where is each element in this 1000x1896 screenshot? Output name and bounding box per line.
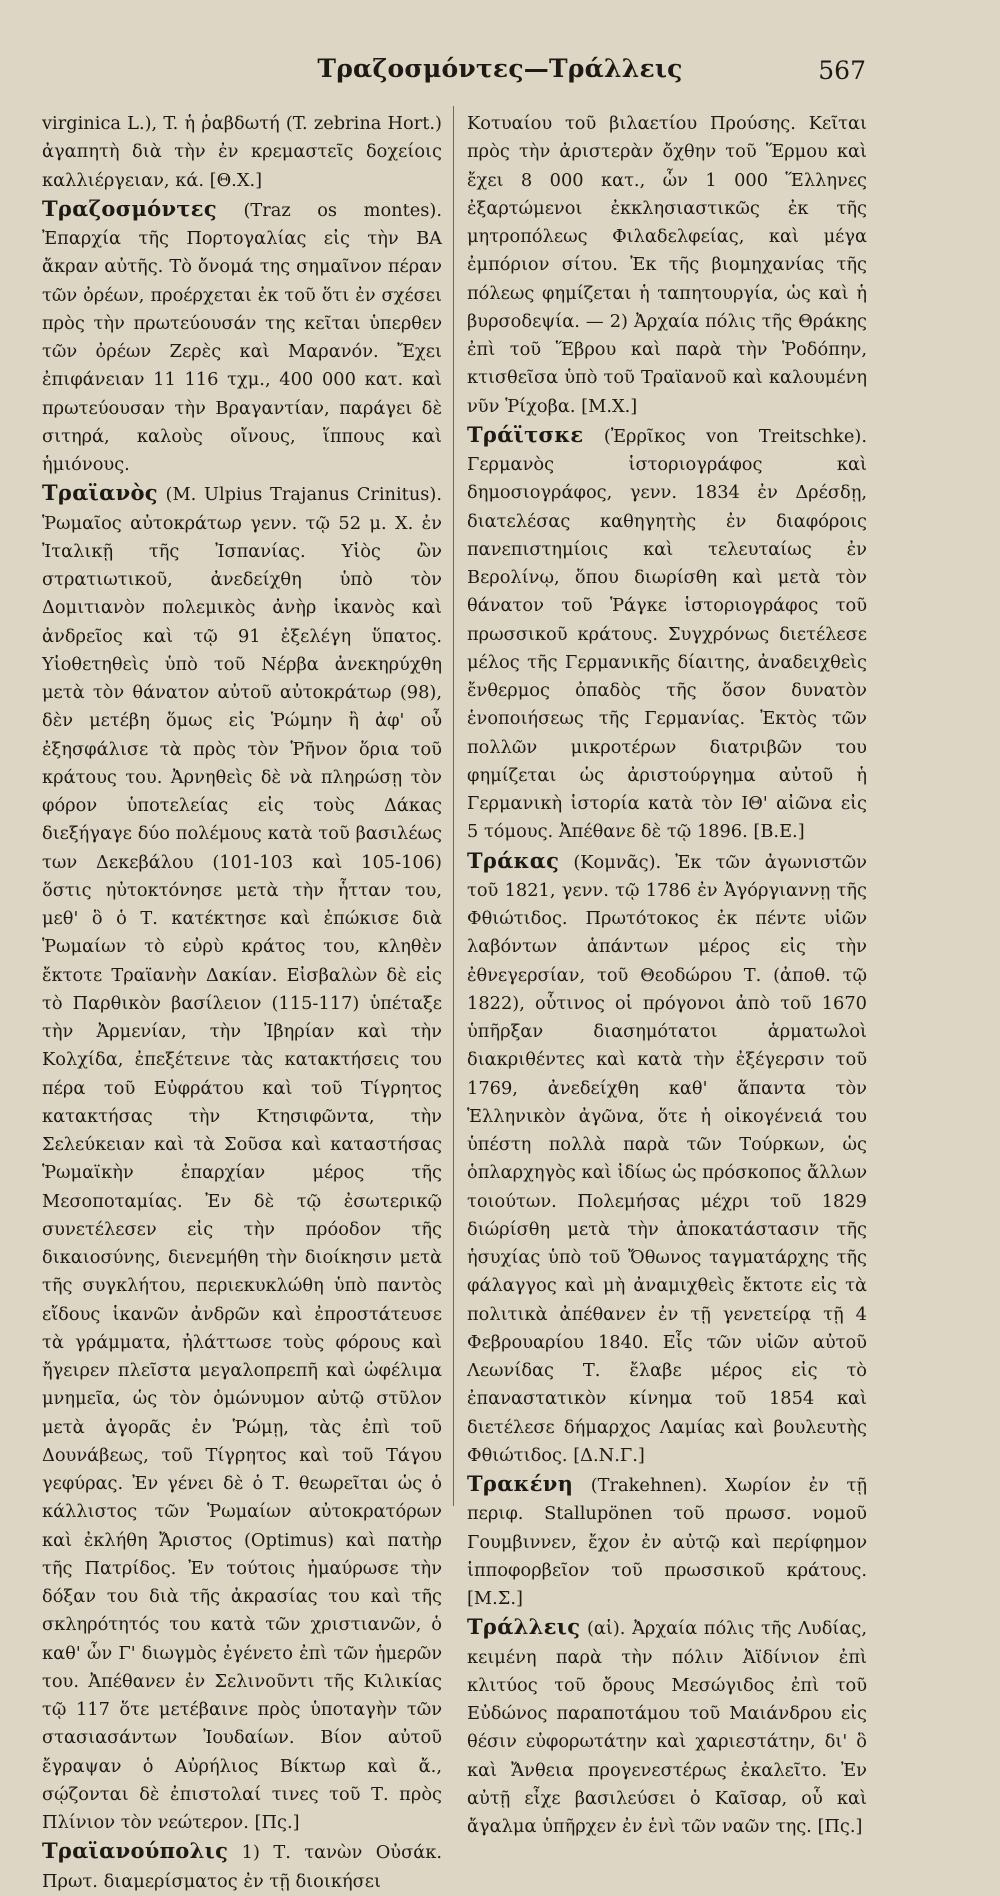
column-divider	[453, 106, 454, 1506]
page-header-title: Τραζοσμόντες—Τράλλεις	[317, 54, 683, 83]
entry-text: (Κομνᾶς). Ἐκ τῶν ἀγωνιστῶν τοῦ 1821, γενν. τῷ 1786 ἐν Ἀγόργιαννῃ τῆς Φθιώτιδος. Πρωτότοκος ἐκ πέντε υἱῶν λαβόντων ἁπάντων μέρος εἰς τὴν ἐθνεγερσίαν, τοῦ Θεοδώρου Τ. (ἀποθ. τῷ 1822), οὗτινος οἱ πρόγονοι ἀπὸ τοῦ 1670 ὑπῆρξαν διασημότατοι ἁρματωλοὶ διακριθέντες καὶ κατὰ τὴν ἐξέγερσιν τοῦ 1769, ἀνεδείχθη καθ' ἅπαντα τὸν Ἑλληνικὸν ἀγῶνα, ὅτε ἡ οἰκογένειά του ὑπέστη πολλὰ παρὰ τῶν Τούρκων, ὡς ὁπλαρχηγὸς καὶ ἰδίως ὡς πρόσκοπος ἄλλων τοιούτων. Πολεμήσας μέχρι τοῦ 1829 διώρίσθη μετὰ τὴν ἀποκατάστασιν τῆς ἡσυχίας ὑπὸ τοῦ Ὄθωνος ταγματάρχης τῆς φάλαγγος καὶ μὴ ἀναμιχθεὶς ἔκτοτε εἰς τὰ πολιτικὰ ἀπέθανεν ἐν τῇ γενετείρᾳ τῇ 4 Φεβρουαρίου 1840. Εἷς τῶν υἱῶν αὐτοῦ Λεωνίδας Τ. ἔλαβε μέρος εἰς τὸ ἐπαναστατικὸν κίνημα τοῦ 1854 καὶ διετέλεσε δήμαρχος Λαμίας καὶ βουλευτὴς Φθιώτιδος. [Δ.Ν.Γ.]	[467, 851, 867, 1466]
entry-text: 1) Τ. τανὼν Οὐσάκ. Πρωτ. διαμερίσματος ἐν τῇ διοικήσει	[42, 1842, 442, 1892]
entry-text: (Traz os montes). Ἐπαρχία τῆς Πορτογαλίας εἰς τὴν ΒΑ ἄκραν αὐτῆς. Τὸ ὄνομά της σημαῖνον πέραν τῶν ὀρέων, προέρχεται ἐκ τοῦ ὅτι ἐν σχέσει πρὸς τὴν πρωτεύουσάν της κεῖται ὑπερθεν τῶν ὀρέων Ζερὲς καὶ Μαρανόν. Ἔχει ἐπιφάνειαν 11 116 τχμ., 400 000 κατ. καὶ πρωτεύουσαν τὴν Βραγαντίαν, παράγει δὲ σιτηρά, καλοὺς οἴνους, ἵππους καὶ ἡμιόνους.	[42, 199, 442, 475]
entry-text: (Trakehnen). Χωρίον ἐν τῇ περιφ. Stallupönen τοῦ πρωσσ. νομοῦ Γουμβιννεν, ἔχον ἐν αὐτῷ καὶ περίφημον ἱπποφορβεῖον τοῦ πρωσσικοῦ κράτους. [Μ.Σ.]	[467, 1475, 867, 1609]
entry-headword: Τράκας	[467, 847, 560, 873]
page-number: 567	[818, 56, 866, 85]
entry-headword: Τραϊανούπολις	[42, 1838, 229, 1864]
entry-text: (αἱ). Ἀρχαία πόλις τῆς Λυδίας, κειμένη παρὰ τὴν πόλιν Ἀϊδίνιον ἐπὶ κλιτύος τοῦ ὄρους Μεσώγιδος ἐπὶ τοῦ Εὐδώνος παραποτάμου τοῦ Μαιάνδρου εἰς θέσιν εὐφορωτάτην καὶ χαριεστάτην, δι' ὃ καὶ Ἄνθεια προγενεστέρως ἐκαλεῖτο. Ἐν αὐτῇ εἶχε βασιλεύσει ὁ Καῖσαρ, οὗ καὶ ἄγαλμα ὑπῆρχεν ἐν ἑνὶ τῶν ναῶν της. [Πς.]	[467, 1618, 867, 1837]
entry-trakehnen	[467, 1470, 867, 1613]
entry-traianoupolis	[42, 1837, 442, 1896]
entry-headword: Τραζοσμόντες	[42, 195, 217, 221]
entry-headword: Τράλλεις	[467, 1614, 581, 1640]
entry-trakas	[467, 847, 867, 1471]
entry-text: (Ἐρρῖκος von Treitschke). Γερμανὸς ἱστοριογράφος καὶ δημοσιογράφος, γενν. 1834 ἐν Δρέσδῃ, διατελέσας καθηγητὴς ἐν διαφόροις πανεπιστημίοις καὶ τελευταίως ἐν Βερολίνῳ, ὅπου διωρίσθη καὶ μετὰ τὸν θάνατον τοῦ Ῥάγκε ἱστοριογράφος τοῦ πρωσσικοῦ κράτους. Συγχρόνως διετέλεσε μέλος τῆς Γερμανικῆς δίαιτης, ἀναδειχθεὶς ἔνθερμος ὀπαδὸς τῆς ὅσον δυνατὸν ἑνοποιήσεως τῆς Γερμανίας. Ἐκτὸς τῶν πολλῶν μικροτέρων διατριβῶν του φημίζεται ὡς ἀριστούργημα αὐτοῦ ἡ Γερμανικὴ ἱστορία κατὰ τὸν ΙΘ' αἰῶνα εἰς 5 τόμους. Ἀπέθανε δὲ τῷ 1896. [Β.Ε.]	[467, 425, 867, 843]
entry-headword: Τραϊανὸς	[42, 480, 158, 506]
entry-tralleis	[467, 1613, 867, 1841]
left-column	[42, 110, 442, 1896]
right-column	[467, 110, 867, 1841]
entry-text: (M. Ulpius Trajanus Crinitus). Ῥωμαῖος αὐτοκράτωρ γενν. τῷ 52 μ. Χ. ἐν Ἰταλικῇ τῆς Ἰσπανίας. Υἱὸς ὢν στρατιωτικοῦ, ἀνεδείχθη ὑπὸ τὸν Δομιτιανὸν πολεμικὸς ἀνὴρ ἱκανὸς καὶ ἀνδρεῖος καὶ τῷ 91 ἐξελέγη ὕπατος. Υἱοθετηθεὶς ὑπὸ τοῦ Νέρβα ἀνεκηρύχθη μετὰ τὸν θάνατον αὐτοῦ αὐτοκράτωρ (98), δὲν μετέβη ὅμως εἰς Ῥώμην ἢ ἀφ' οὗ ἐξησφάλισε τὰ πρὸς τὸν Ῥῆνον ὅρια τοῦ κράτους του. Ἀρνηθεὶς δὲ νὰ πληρώσῃ τὸν φόρον ὑποτελείας εἰς τοὺς Δάκας διεξήγαγε δύο πολέμους κατὰ τοῦ βασιλέως των Δεκεβάλου (101-103 καὶ 105-106) ὅστις ηὐτοκτόνησε μετὰ τὴν ἧτταν του, μεθ' ὃ ὁ Τ. κατέκτησε καὶ ἐπώκισε διὰ Ῥωμαίων τὸ εὐρὺ κράτος του, κληθὲν ἔκτοτε Τραϊανὴν Δακίαν. Εἰσβαλὼν δὲ εἰς τὸ Παρθικὸν βασίλειον (115-117) ὑπέταξε τὴν Ἀρμενίαν, τὴν Ἰβηρίαν καὶ τὴν Κολχίδα, ἐπεξέτεινε τὰς κατακτήσεις του πέρα τοῦ Εὐφράτου καὶ τοῦ Τίγρητος κατακτήσας τὴν Κτησιφῶντα, τὴν Σελεύκειαν καὶ τὰ Σοῦσα καὶ καταστήσας Ῥωμαϊκὴν ἐπαρχίαν μέρος τῆς Μεσοποταμίας. Ἐν δὲ τῷ ἐσωτερικῷ συνετέλεσεν εἰς τὴν πρόοδον τῆς δικαιοσύνης, διενεμήθη τὴν διοίκησιν μετὰ τῆς συγκλήτου, περιεκυκλώθη ὑπὸ παντὸς εἴδους ἱκανῶν ἀνδρῶν καὶ ἐπροστάτευσε τὰ γράμματα, ἠλάττωσε τοὺς φόρους καὶ ἤγειρεν πλεῖστα μεγαλοπρεπῆ καὶ ὠφέλιμα μνημεῖα, ὡς τὸν ὁμώνυμον αὐτῷ στῦλον μετὰ ἀγορᾶς ἐν Ῥώμῃ, τὰς ἐπὶ τοῦ Δουνάβεως, τοῦ Τίγρητος καὶ τοῦ Τάγου γεφύρας. Ἐν γένει δὲ ὁ Τ. θεωρεῖται ὡς ὁ κάλλιστος τῶν Ῥωμαίων αὐτοκρατόρων καὶ ἐκλήθη Ἄριστος (Optimus) καὶ πατὴρ τῆς Πατρίδος. Ἐν τούτοις ἠμαύρωσε τὴν δόξαν του διὰ τῆς ἀκρασίας του καὶ τῆς σκληρότητός του κατὰ τῶν χριστιανῶν, ὁ καθ' ὧν Γ' διωγμὸς ἐγένετο ἐπὶ τῶν ἡμερῶν του. Ἀπέθανεν ἐν Σελινοῦντι τῆς Κιλικίας τῷ 117 ὅτε μετέβαινε πρὸς ὑποταγὴν τῶν στασιασάντων Ἰουδαίων. Βίον αὐτοῦ ἔγραψαν ὁ Αὐρήλιος Βίκτωρ καὶ ἄ., σῴζονται δὲ ἐπιστολαί τινες τοῦ Τ. πρὸς Πλίνιον τὸν νεώτερον. [Πς.]	[42, 484, 442, 1833]
continued-entry-text: virginica L.), T. ἡ ῥαβδωτή (T. zebrina Hort.) ἀγαπητὴ διὰ τὴν ἐν κρεμαστεῖς δοχείοις καλλιέργειαν, κά. [Θ.Χ.]	[42, 113, 442, 191]
entry-headword: Τράϊτσκε	[467, 421, 584, 447]
entry-headword: Τρακένη	[467, 1471, 574, 1496]
entry-trazosmontes	[42, 195, 442, 480]
entry-traianos	[42, 479, 442, 1837]
entry-treitschke	[467, 421, 867, 847]
continued-entry-text: Κοτυαίου τοῦ βιλαετίου Προύσης. Κεῖται πρὸς τὴν ἀριστερὰν ὄχθην τοῦ Ἕρμου καὶ ἔχει 8 000 κατ., ὧν 1 000 Ἕλληνες ἐξαρτώμενοι ἐκκλησιαστικῶς ἐκ τῆς μητροπόλεως Φιλαδελφείας, καὶ μέγα ἐμπόριον σίτου. Ἐκ τῆς βιομηχανίας τῆς πόλεως φημίζεται ἡ ταπητουργία, ὡς καὶ ἡ βυρσοδεψία. — 2) Ἀρχαία πόλις τῆς Θράκης ἐπὶ τοῦ Ἕβρου καὶ παρὰ τὴν Ῥοδόπην, κτισθεῖσα ὑπὸ τοῦ Τραϊανοῦ καὶ καλουμένη νῦν Ῥίχοβα. [Μ.Χ.]	[467, 113, 867, 417]
